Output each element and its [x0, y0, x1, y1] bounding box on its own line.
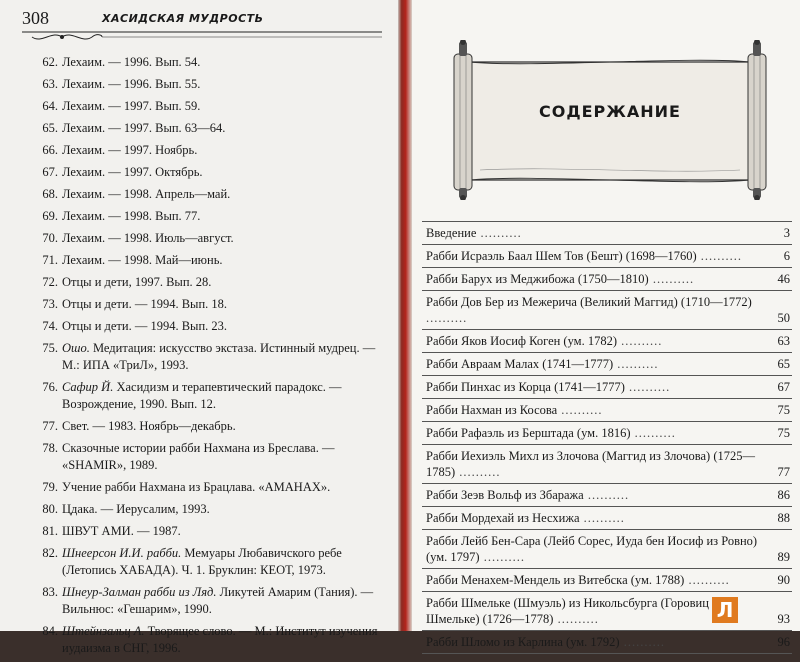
note-text	[62, 318, 386, 335]
toc-page-number: 75	[777, 403, 790, 417]
note-body: Мемуары Любавичского ребе (Летопись ХАБАДА). Ч. 1. Бруклин: КЕОТ, 1973.	[62, 546, 342, 577]
bibliography-item	[30, 418, 386, 435]
bibliography-list	[30, 54, 386, 662]
bibliography-item	[30, 318, 386, 335]
toc-page-number: 77	[777, 465, 790, 479]
bibliography-item	[30, 98, 386, 115]
toc-leader-dots: ..........	[684, 573, 730, 587]
toc-page-number: 50	[777, 311, 790, 325]
toc-entry[interactable]	[422, 422, 792, 445]
toc-leader-dots: ..........	[476, 226, 522, 240]
toc-entry-title	[426, 402, 764, 418]
toc-entry[interactable]	[422, 507, 792, 530]
toc-leader-dots: ..........	[613, 357, 659, 371]
note-number: 78.	[42, 441, 58, 455]
note-number: 66.	[42, 143, 58, 157]
note-author: Штейнзальц А.	[62, 624, 145, 638]
note-body: Свет. — 1983. Ноябрь—декабрь.	[62, 419, 236, 433]
toc-page-number: 67	[777, 380, 790, 394]
note-author: Шнеерсон И.И. рабби.	[62, 546, 182, 560]
page-header	[22, 8, 382, 48]
bibliography-item	[30, 501, 386, 518]
note-text	[62, 418, 386, 435]
toc-entry-text: Рабби Лейб Бен-Сара (Лейб Сорес, Иуда бен Иосиф из Ровно) (ум. 1797)	[426, 534, 758, 564]
note-number: 74.	[42, 319, 58, 333]
toc-entry-text: Рабби Мордехай из Несхижа	[426, 511, 580, 525]
toc-entry-title	[426, 510, 764, 526]
table-of-contents	[422, 221, 792, 654]
toc-entry-title	[426, 225, 764, 241]
note-body: Отцы и дети. — 1994. Вып. 23.	[62, 319, 228, 333]
toc-entry-title	[426, 248, 764, 264]
toc-leader-dots: ..........	[426, 311, 468, 325]
toc-entry-text: Рабби Шмельке (Шмуэль) из Никольсбурга (Горовиц Шмельке) (1726—1778)	[426, 596, 709, 626]
toc-entry[interactable]	[422, 353, 792, 376]
right-page	[412, 0, 800, 649]
note-body: Лехаим. — 1998. Июль—август.	[62, 231, 234, 245]
bibliography-item	[30, 379, 386, 413]
bibliography-item	[30, 208, 386, 225]
note-number: 75.	[42, 341, 58, 355]
toc-entry[interactable]	[422, 484, 792, 507]
bibliography-item	[30, 479, 386, 496]
toc-leader-dots: ..........	[624, 380, 671, 394]
toc-page-number: 6	[783, 249, 790, 263]
running-title: ХАСИДСКАЯ МУДРОСТЬ	[102, 12, 264, 25]
note-text	[62, 296, 386, 313]
toc-page-number: 93	[777, 612, 790, 626]
note-body: Лехаим. — 1998. Апрель—май.	[62, 187, 231, 201]
note-number: 72.	[42, 275, 58, 289]
bibliography-item	[30, 440, 386, 474]
note-number: 77.	[42, 419, 58, 433]
note-text	[62, 545, 386, 579]
toc-entry[interactable]	[422, 376, 792, 399]
toc-entry-title	[426, 572, 764, 588]
toc-entry-text: Рабби Менахем-Мендель из Витебска (ум. 1788)	[426, 573, 685, 587]
toc-entry-title	[426, 271, 764, 287]
note-number: 80.	[42, 502, 58, 516]
note-text	[62, 54, 386, 71]
note-body: Творящее слово. — М.: Институт изучения иудаизма в СНГ, 1996.	[62, 624, 378, 655]
bibliography-item	[30, 340, 386, 374]
note-text	[62, 98, 386, 115]
bibliography-item	[30, 584, 386, 618]
note-number: 63.	[42, 77, 58, 91]
note-number: 81.	[42, 524, 58, 538]
bibliography-item	[30, 523, 386, 540]
note-number: 79.	[42, 480, 58, 494]
note-number: 70.	[42, 231, 58, 245]
note-body: Цдака. — Иерусалим, 1993.	[62, 502, 210, 516]
toc-entry-text: Рабби Зеэв Вольф из Збаража	[426, 488, 584, 502]
note-text	[62, 252, 386, 269]
note-text	[62, 523, 386, 540]
note-author: Шнеур-Залман рабби из Ляд.	[62, 585, 217, 599]
note-body: ШВУТ АМИ. — 1987.	[62, 524, 181, 538]
toc-leader-dots: ..........	[479, 550, 525, 564]
left-page	[0, 0, 398, 655]
page-number: 308	[22, 8, 49, 28]
ornament-rule-icon	[22, 30, 382, 44]
note-text	[62, 142, 386, 159]
note-author: Сафир Й.	[62, 380, 114, 394]
toc-leader-dots: ..........	[579, 511, 625, 525]
note-body: Лехаим. — 1997. Ноябрь.	[62, 143, 198, 157]
toc-leader-dots: ..........	[630, 426, 676, 440]
toc-page-number: 90	[777, 573, 790, 587]
book-spine	[398, 0, 412, 631]
note-body: Сказочные истории рабби Нахмана из Бреслава. — «SHAMIR», 1989.	[62, 441, 335, 472]
toc-leader-dots: ..........	[455, 465, 501, 479]
note-body: Лехаим. — 1996. Вып. 55.	[62, 77, 201, 91]
note-number: 62.	[42, 55, 58, 69]
bibliography-item	[30, 54, 386, 71]
note-text	[62, 164, 386, 181]
note-body: Лехаим. — 1997. Вып. 63—64.	[62, 121, 226, 135]
toc-entry-title	[426, 356, 764, 372]
toc-entry-text: Рабби Дов Бер из Межерича (Великий Маггид) (1710—1772)	[426, 295, 752, 309]
note-text	[62, 274, 386, 291]
note-number: 65.	[42, 121, 58, 135]
toc-leader-dots: ..........	[648, 272, 695, 286]
note-text	[62, 623, 386, 657]
bibliography-item	[30, 274, 386, 291]
note-body: Лехаим. — 1996. Вып. 54.	[62, 55, 201, 69]
note-text	[62, 584, 386, 618]
toc-page-number: 3	[783, 226, 790, 240]
bibliography-item	[30, 296, 386, 313]
note-text	[62, 230, 386, 247]
toc-entry-text: Рабби Иехиэль Михл из Злочова (Маггид из Злочова) (1725—1785)	[426, 449, 756, 479]
note-body: Лехаим. — 1997. Вып. 59.	[62, 99, 201, 113]
toc-entry-text: Рабби Рафаэль из Берштада (ум. 1816)	[426, 426, 631, 440]
note-text	[62, 340, 386, 374]
note-number: 64.	[42, 99, 58, 113]
bibliography-item	[30, 186, 386, 203]
note-number: 73.	[42, 297, 58, 311]
toc-entry[interactable]	[422, 631, 792, 654]
publisher-logo: Л	[712, 597, 738, 623]
toc-page-number: 88	[777, 511, 790, 525]
toc-entry-title	[426, 333, 764, 349]
note-number: 67.	[42, 165, 58, 179]
toc-entry[interactable]	[422, 530, 792, 569]
note-number: 76.	[42, 380, 58, 394]
note-author: Ошо.	[62, 341, 90, 355]
toc-entry-text: Рабби Нахман из Косова	[426, 403, 558, 417]
note-body: Хасидизм и терапевтический парадокс. — Возрождение, 1990. Вып. 12.	[62, 380, 342, 411]
scroll-ornament	[440, 40, 780, 200]
toc-entry[interactable]	[422, 222, 792, 245]
toc-entry[interactable]	[422, 330, 792, 353]
note-text	[62, 120, 386, 137]
note-number: 68.	[42, 187, 58, 201]
note-body: Лехаим. — 1998. Вып. 77.	[62, 209, 201, 223]
toc-entry-title	[426, 533, 764, 565]
bibliography-item	[30, 120, 386, 137]
note-number: 71.	[42, 253, 58, 267]
bibliography-item	[30, 164, 386, 181]
toc-leader-dots: ..........	[617, 334, 663, 348]
note-body: Отцы и дети. — 1994. Вып. 18.	[62, 297, 228, 311]
note-number: 82.	[42, 546, 58, 560]
toc-page-number: 63	[777, 334, 790, 348]
toc-entry-text: Рабби Исраэль Баал Шем Тов (Бешт) (1698—1760)	[426, 249, 697, 263]
toc-entry[interactable]	[422, 569, 792, 592]
toc-entry-text: Рабби Пинхас из Корца (1741—1777)	[426, 380, 625, 394]
toc-leader-dots: ..........	[553, 612, 599, 626]
note-text	[62, 479, 386, 496]
toc-entry-text: Рабби Шломо из Карлина (ум. 1792)	[426, 635, 620, 649]
toc-leader-dots: ..........	[583, 488, 630, 502]
bibliography-item	[30, 252, 386, 269]
toc-page-number: 75	[777, 426, 790, 440]
bibliography-item	[30, 76, 386, 93]
bibliography-item	[30, 623, 386, 657]
toc-leader-dots: ..........	[619, 635, 665, 649]
toc-entry-title	[426, 634, 764, 650]
toc-entry-text: Введение	[426, 226, 477, 240]
note-number: 69.	[42, 209, 58, 223]
toc-entry[interactable]	[422, 245, 792, 268]
toc-page-number: 96	[777, 635, 790, 649]
toc-page-number: 86	[777, 488, 790, 502]
note-body: Лехаим. — 1998. Май—июнь.	[62, 253, 223, 267]
toc-page-number: 89	[777, 550, 790, 564]
note-text	[62, 379, 386, 413]
toc-leader-dots: ..........	[696, 249, 742, 263]
toc-entry[interactable]	[422, 291, 792, 330]
toc-entry-title	[426, 379, 764, 395]
toc-heading: СОДЕРЖАНИЕ	[539, 102, 681, 121]
note-text	[62, 76, 386, 93]
note-text	[62, 208, 386, 225]
toc-page-number: 65	[777, 357, 790, 371]
toc-entry-text: Рабби Авраам Малах (1741—1777)	[426, 357, 614, 371]
toc-entry-text: Рабби Яков Иосиф Коген (ум. 1782)	[426, 334, 617, 348]
note-body: Лехаим. — 1997. Октябрь.	[62, 165, 203, 179]
toc-entry[interactable]	[422, 399, 792, 422]
toc-entry-title	[426, 487, 764, 503]
bibliography-item	[30, 142, 386, 159]
toc-entry-title	[426, 448, 764, 480]
toc-page-number: 46	[777, 272, 790, 286]
note-number: 84.	[42, 624, 58, 638]
bibliography-item	[30, 545, 386, 579]
note-body: Учение рабби Нахмана из Брацлава. «АМАНАХ».	[62, 480, 331, 494]
toc-entry-title	[426, 425, 764, 441]
note-text	[62, 440, 386, 474]
toc-entry[interactable]	[422, 445, 792, 484]
note-body: Отцы и дети, 1997. Вып. 28.	[62, 275, 212, 289]
note-body: Медитация: искусство экстаза. Истинный мудрец. — М.: ИПА «ТриЛ», 1993.	[62, 341, 376, 372]
toc-leader-dots: ..........	[557, 403, 603, 417]
note-text	[62, 501, 386, 518]
note-text	[62, 186, 386, 203]
note-number: 83.	[42, 585, 58, 599]
bibliography-item	[30, 230, 386, 247]
note-body: Ликутей Амарим (Тания). — Вильнюс: «Гешарим», 1990.	[62, 585, 374, 616]
toc-entry[interactable]	[422, 268, 792, 291]
toc-entry-title	[426, 294, 764, 326]
toc-entry-text: Рабби Барух из Меджибожа (1750—1810)	[426, 272, 649, 286]
